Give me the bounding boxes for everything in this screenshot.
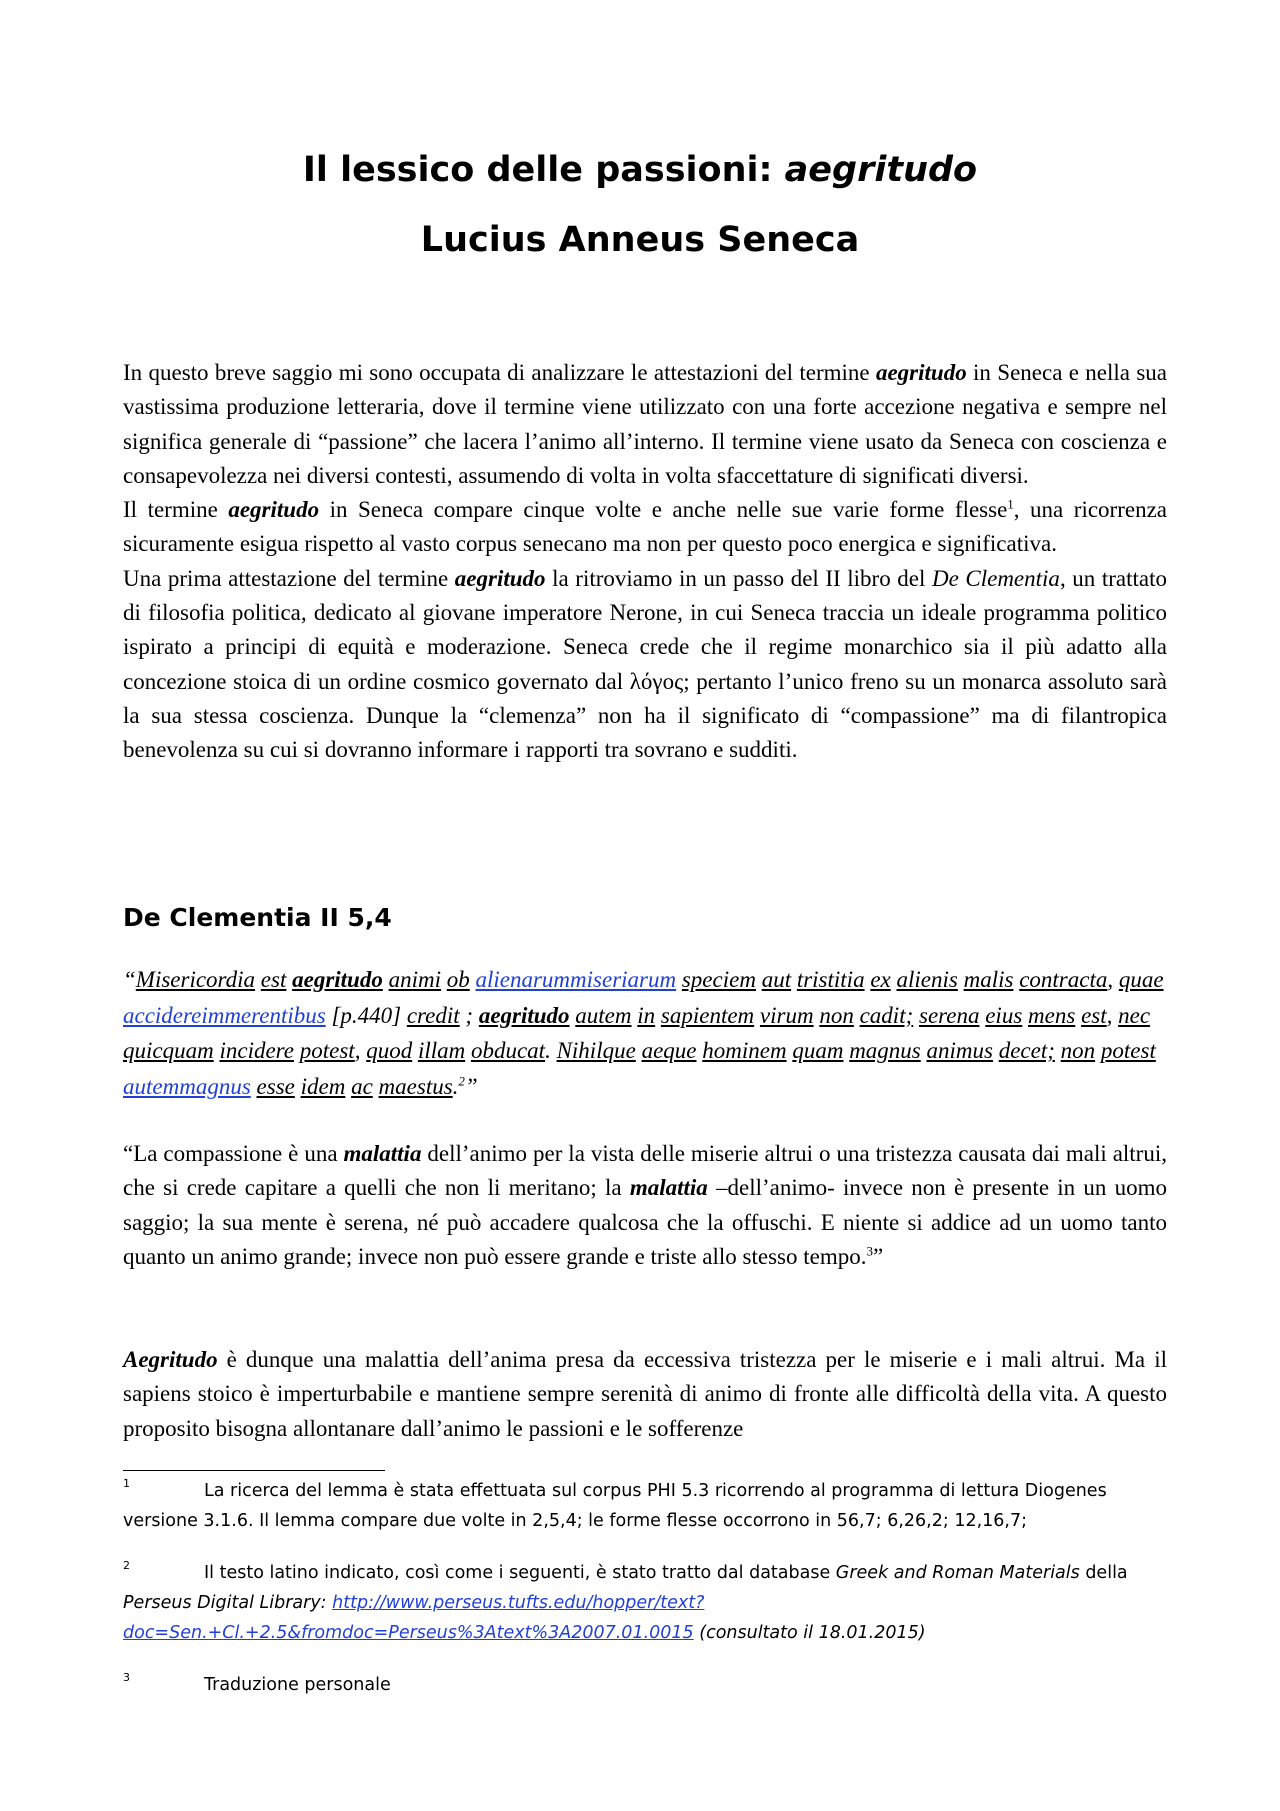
intro-paragraph-1: In questo breve saggio mi sono occupata di analizzare le attestazioni del termine aegritudo in Seneca e nella sua vastissima produzione letteraria, dove il termine viene utilizzato con una forte accezione negativa e sempre nel significa generale di “passione” che lacera l’animo all’interno. Il termine viene usato da Seneca con coscienza e consapevolezza nei diversi contesti, assumendo di volta in volta sfaccettature di significati diversi. — [123, 360, 1167, 488]
document-subtitle: Lucius Anneus Seneca — [420, 220, 860, 260]
footnote-text: Traduzione personale — [204, 1675, 391, 1695]
perseus-link[interactable]: http://www.perseus.tufts.edu/hopper/text?doc=Sen.+Cl.+2.5&fromdoc=Perseus%3Atext%3A2007.01.0015 — [123, 1593, 705, 1643]
footnote-3 — [123, 1670, 1167, 1700]
intro-paragraph-3: Una prima attestazione del termine aegritudo la ritroviamo in un passo del II libro del De Clementia, un trattato di filosofia politica, dedicato al giovane imperatore Nerone, in cui Seneca traccia un ideale programma politico ispirato a principi di equità e moderazione. Seneca crede che il regime monarchico sia il più adatto alla concezione stoica di un ordine cosmico governato dal λόγος; pertanto l’unico freno su un monarca assoluto sarà la sua stessa coscienza. Dunque la “clemenza” non ha il significato di “compassione” ma di filantropica benevolenza su cui si dovranno informare i rapporti tra sovrano e sudditi. — [123, 565, 1167, 763]
intro-paragraph-2: Il termine aegritudo in Seneca compare cinque volte e anche nelle sue varie forme flesse$^1$, una ricorrenza sicuramente esigua rispetto al vasto corpus senecano ma non per questo poco energica e significativa. — [123, 496, 1167, 557]
footnote-ref-1[interactable]: 1 — [1007, 496, 1014, 512]
latin-quote: “Misericordia est aegritudo animi ob alienarummiseriarum speciem aut tristitia ex alienis malis contracta, quae accidereimmerentibus [p.440] credit ; aegritudo autem in sapientem virum non cadit; serena eius mens est, nec quicquam incidere potest, quod illam obducat. Nihilque aeque hominem quam magnus animus decet; non potest autemmagnus esse idem ac maestus.$^2$” — [123, 967, 1164, 1099]
footnote-number: 1 — [123, 1477, 130, 1490]
intro-text — [123, 356, 1167, 768]
footnote-1 — [123, 1476, 1167, 1536]
latin-link-accidere[interactable]: accidereimmerentibus — [123, 1002, 326, 1028]
footnote-2 — [123, 1558, 1167, 1648]
footnote-ref-3[interactable]: 3 — [866, 1243, 873, 1259]
section-heading: De Clementia II 5,4 — [123, 903, 392, 932]
footnote-separator — [123, 1470, 385, 1471]
footnote-number: 2 — [123, 1559, 130, 1572]
latin-link-autem[interactable]: autemmagnus — [123, 1073, 251, 1099]
title-italic: aegritudo — [784, 150, 978, 190]
body-paragraph-aegritudo: Aegritudo è dunque una malattia dell’anima presa da eccessiva tristezza per le miserie e i mali altrui. Ma il sapiens stoico è imperturbabile e mantiene sempre serenità di animo di fronte alle difficoltà della vita. A questo proposito bisogna allontanare dall’animo le passioni e le sofferenze — [123, 1347, 1167, 1441]
footnote-ref-2[interactable]: 2 — [458, 1072, 465, 1088]
footnote-text: La ricerca del lemma è stata effettuata sul corpus PHI 5.3 ricorrendo al programma di lettura Diogenes versione 3.1.6. Il lemma compare due volte in 2,5,4; le forme flesse occorrono in 56,7; 6,26,2; 12,16,7; — [123, 1481, 1107, 1531]
latin-link-alienarum[interactable]: alienarummiseriarum — [475, 967, 677, 992]
translation-paragraph: “La compassione è una malattia dell’animo per la vista delle miserie altrui o una tristezza causata dai mali altrui, che si crede capitare a quelli che non li meritano; la malattia –dell’animo- invece non è presente in un uomo saggio; la sua mente è serena, né può accadere qualcosa che la offuschi. E niente si addice ad un uomo tanto quanto un animo grande; invece non può essere grande e triste allo stesso tempo.$^3$” — [123, 1141, 1167, 1269]
footnote-number: 3 — [123, 1671, 130, 1684]
document-title: Il lessico delle passioni: aegritudo — [302, 150, 978, 190]
footnote-text: Il testo latino indicato, così come i seguenti, è stato tratto dal database Greek and Roman Materials della Perseus Digital Library: http://www.perseus.tufts.edu/hopper/text?doc=Sen.+Cl.+2.5&fromdoc=Perseus%3Atext%3A2007.01.0015 (consultato il 18.01.2015) — [123, 1563, 1128, 1643]
